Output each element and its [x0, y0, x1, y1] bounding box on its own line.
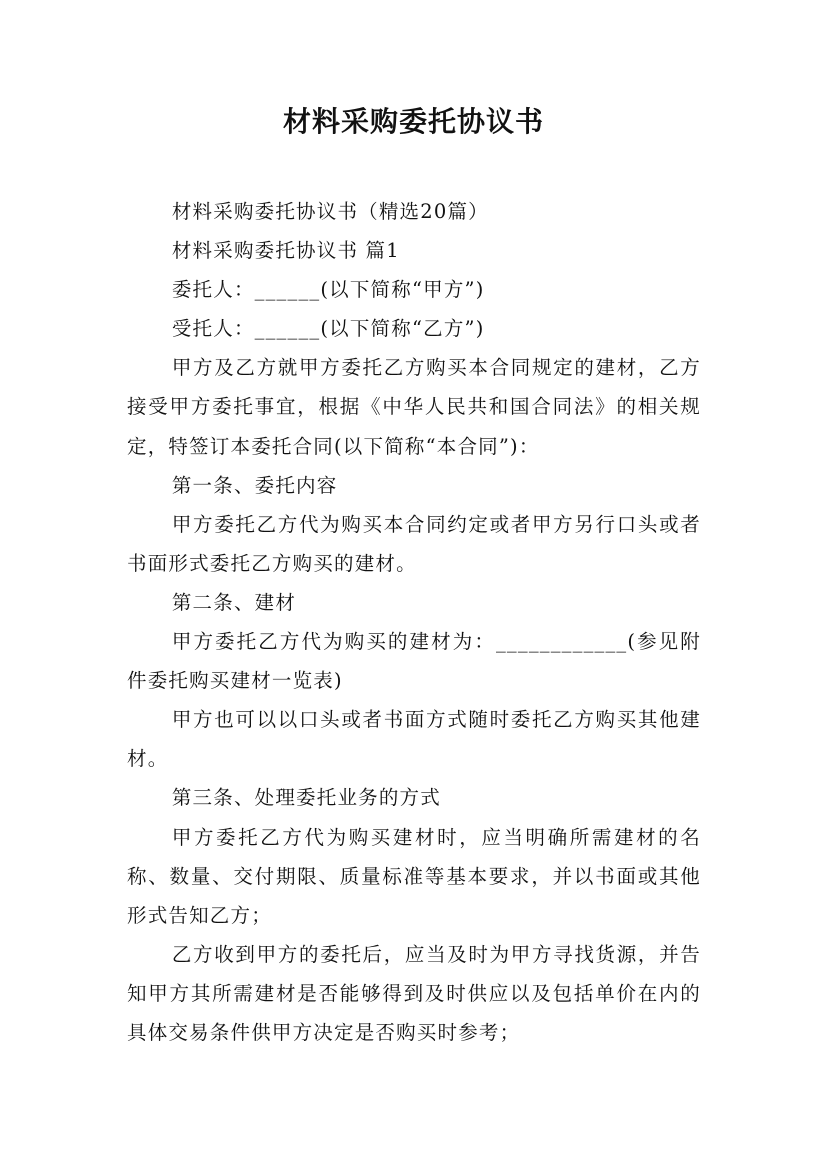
article-3-body: 甲方委托乙方代为购买建材时，应当明确所需建材的名称、数量、交付期限、质量标准等基本要求，并以书面或其他形式告知乙方；	[127, 825, 701, 927]
subtitle-paragraph: 材料采购委托协议书（精选20篇）	[171, 200, 489, 223]
article-3-body-extra: 乙方收到甲方的委托后，应当及时为甲方寻找货源，并告知甲方其所需建材是否能够得到及时供应以及包括单价在内的具体交易条件供甲方决定是否购买时参考；	[127, 942, 701, 1044]
preamble-paragraph: 甲方及乙方就甲方委托乙方购买本合同规定的建材，乙方接受甲方委托事宜，根据《中华人民共和国合同法》的相关规定，特签订本委托合同(以下简称“本合同”)：	[127, 356, 701, 458]
agent-line: 受托人：______(以下简称“乙方”)	[171, 317, 485, 341]
article-3-heading: 第三条、处理委托业务的方式	[171, 786, 441, 810]
document-body	[127, 192, 701, 1052]
article-1-heading: 第一条、委托内容	[171, 473, 338, 497]
article-2-body-extra: 甲方也可以以口头或者书面方式随时委托乙方购买其他建材。	[127, 708, 701, 771]
article-1-body: 甲方委托乙方代为购买本合同约定或者甲方另行口头或者书面形式委托乙方购买的建材。	[127, 512, 701, 575]
article-2-heading: 第二条、建材	[171, 590, 297, 614]
article-2-body: 甲方委托乙方代为购买的建材为：____________(参见附件委托购买建材一览表)	[127, 630, 701, 693]
section-heading: 材料采购委托协议书 篇1	[171, 239, 400, 263]
principal-line: 委托人：______(以下简称“甲方”)	[171, 278, 485, 302]
document-title: 材料采购委托协议书	[282, 105, 544, 138]
